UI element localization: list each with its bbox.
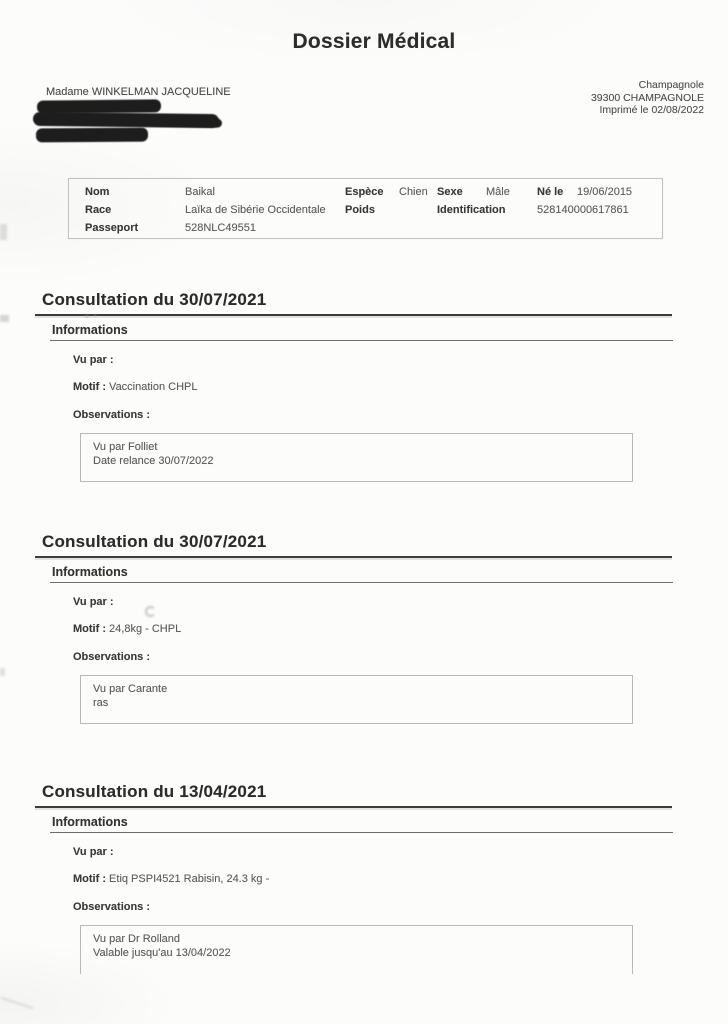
observations-box [80, 433, 633, 482]
label-ne-le: Né le [537, 186, 564, 198]
observation-line: Vu par Carante [93, 683, 168, 695]
value-identification: 528140000617861 [537, 204, 629, 216]
owner-name: Madame WINKELMAN JACQUELINE [46, 86, 231, 98]
observations-box [80, 925, 633, 974]
redacted-address-line-2-tail [150, 117, 222, 128]
vu-par-label: Vu par : [73, 846, 114, 858]
vu-par-label: Vu par : [73, 596, 114, 608]
vu-par-label: Vu par : [73, 354, 114, 366]
observations-label: Observations : [73, 651, 151, 663]
value-nom: Baikal [185, 186, 215, 198]
scan-artifact [84, 314, 98, 318]
label-race: Race [85, 204, 112, 216]
observations-field [73, 901, 150, 913]
scan-artifact [0, 668, 5, 676]
vu-par-field [73, 846, 114, 858]
motif-label: Motif : [73, 873, 106, 885]
value-race: Laïka de Sibérie Occidentale [185, 204, 326, 216]
consultation-heading: Consultation du 30/07/2021 [35, 290, 672, 316]
value-ne-le: 19/06/2015 [577, 186, 633, 198]
label-identification: Identification [437, 204, 506, 216]
label-poids: Poids [345, 204, 375, 216]
observations-box [80, 675, 633, 724]
informations-subheading: Informations [50, 565, 673, 583]
observations-label: Observations : [73, 409, 151, 421]
label-nom: Nom [85, 186, 110, 198]
redacted-address-line-3 [36, 128, 148, 143]
motif-value: 24,8kg - CHPL [109, 623, 182, 635]
scan-artifact [0, 224, 7, 240]
motif-value: Etiq PSPI4521 Rabisin, 24.3 kg - [109, 873, 270, 885]
observation-line: Vu par Folliet [93, 441, 158, 453]
scan-artifact [1, 997, 34, 1009]
consultation-heading: Consultation du 13/04/2021 [35, 782, 672, 808]
page-title: Dossier Médical [292, 30, 456, 53]
printed-date: Imprimé le 02/08/2022 [599, 104, 704, 116]
value-espece: Chien [399, 186, 428, 198]
clinic-city: Champagnole [638, 79, 704, 91]
observations-label: Observations : [73, 901, 151, 913]
scan-artifact [145, 606, 156, 617]
scan-artifact [0, 315, 9, 322]
observation-line: ras [93, 696, 109, 709]
motif-field [73, 873, 269, 885]
observation-line: Vu par Dr Rolland [93, 933, 181, 945]
motif-value: Vaccination CHPL [109, 381, 198, 393]
vu-par-field [73, 354, 114, 366]
observation-line: Valable jusqu'au 13/04/2022 [93, 946, 231, 959]
clinic-postal: 39300 CHAMPAGNOLE [590, 91, 704, 104]
label-espece: Espèce [345, 186, 384, 198]
motif-field [73, 623, 181, 635]
clinic-address-block [591, 79, 704, 117]
observations-field [73, 409, 150, 421]
vu-par-field [73, 596, 114, 608]
value-sexe: Mâle [486, 186, 510, 198]
informations-subheading: Informations [50, 323, 673, 341]
observations-field [73, 651, 150, 663]
animal-info-table [68, 178, 663, 239]
observation-line: Date relance 30/07/2022 [93, 454, 214, 467]
motif-label: Motif : [73, 623, 106, 635]
consultation-heading: Consultation du 30/07/2021 [35, 532, 672, 558]
informations-subheading: Informations [50, 815, 673, 833]
motif-field [73, 381, 198, 393]
value-passeport: 528NLC49551 [185, 222, 256, 234]
label-sexe: Sexe [437, 186, 463, 198]
label-passeport: Passeport [85, 222, 139, 234]
motif-label: Motif : [73, 381, 106, 393]
